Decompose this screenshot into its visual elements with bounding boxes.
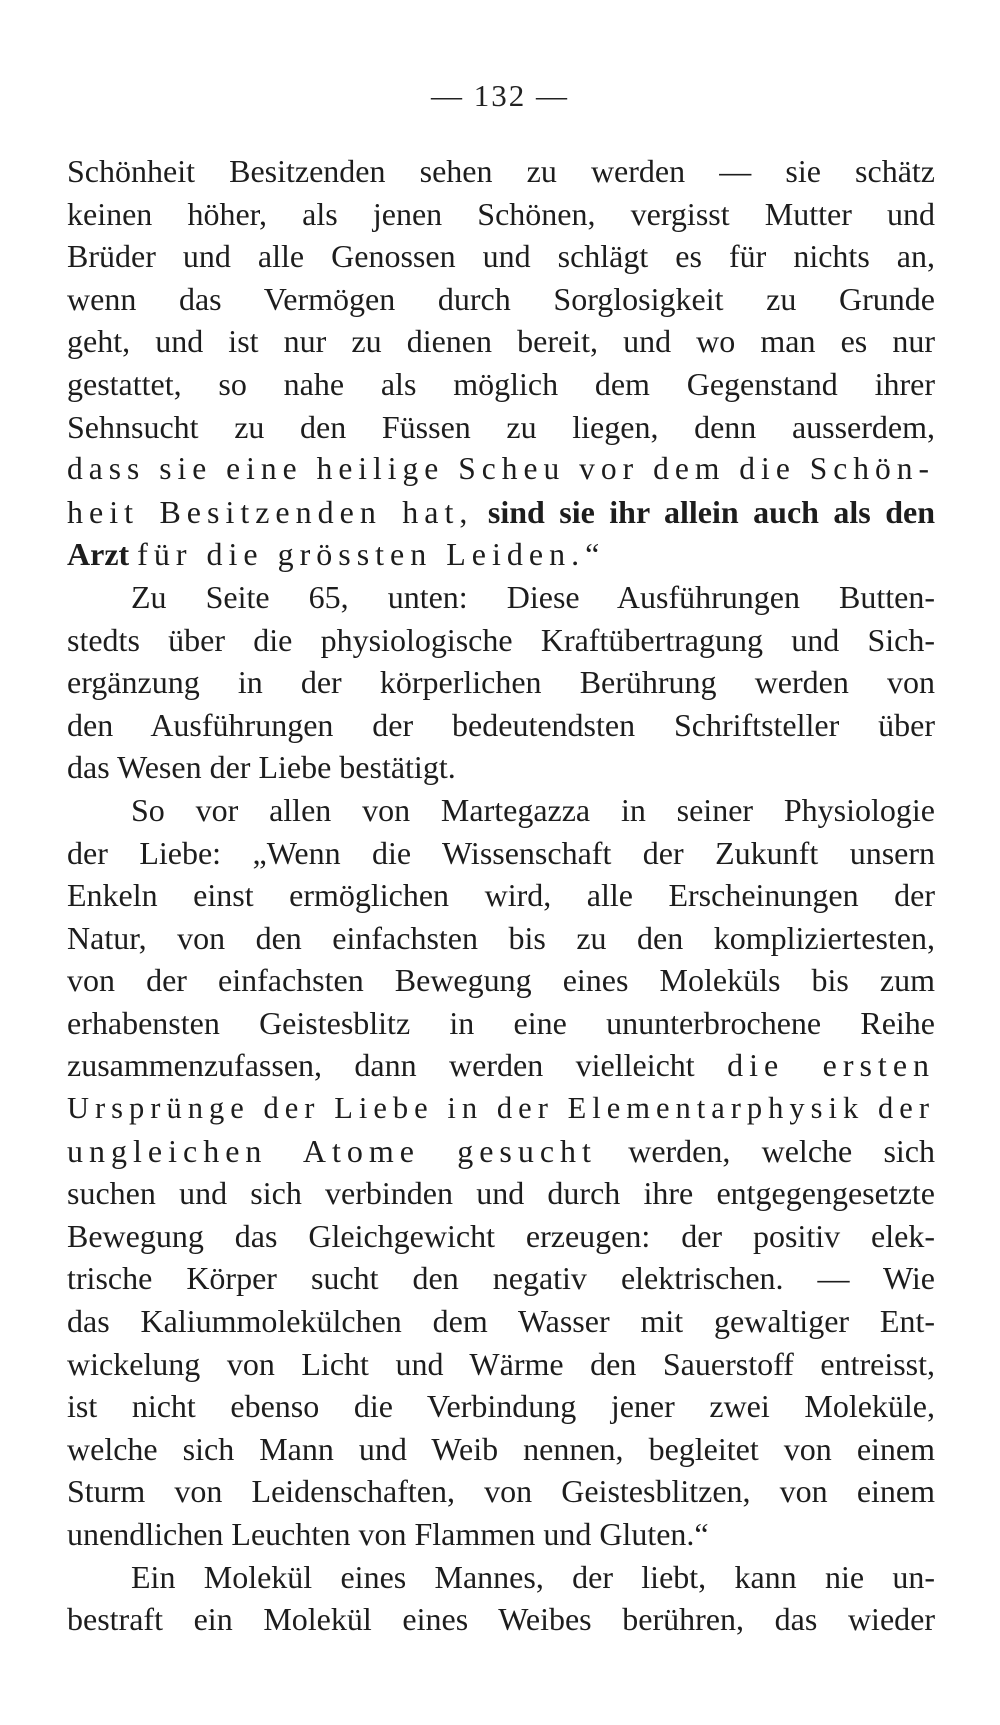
text-line: erhabensten Geistesblitz in eine ununterbrochene Reihe <box>67 1004 935 1041</box>
page-number: — 132 — <box>431 78 569 113</box>
text-line: Zu Seite 65, unten: Diese Ausführungen Butten- <box>131 578 935 615</box>
text-line: von der einfachsten Bewegung eines Moleküls bis zum <box>67 962 935 999</box>
bold-text: Arzt <box>67 536 130 573</box>
text-line: wenn das Vermögen durch Sorglosigkeit zu Grunde <box>67 280 935 317</box>
text-line: Brüder und alle Genossen und schlägt es für nichts an, <box>67 238 935 275</box>
text-line: den Ausführungen der bedeutendsten Schriftsteller über <box>67 706 935 743</box>
text-line: stedts über die physiologische Kraftübertragung und Sich- <box>67 621 935 658</box>
text-line: Bewegung das Gleichgewicht erzeugen: der positiv elek- <box>67 1217 935 1254</box>
text-line: Sturm von Leidenschaften, von Geistesblitzen, von einem <box>67 1473 935 1510</box>
text-line: Ein Molekül eines Mannes, der liebt, kann nie un- <box>131 1558 935 1595</box>
text-line: wickelung von Licht und Wärme den Sauerstoff entreisst, <box>67 1345 935 1382</box>
text-line: suchen und sich verbinden und durch ihre entgegengesetzte <box>67 1175 935 1212</box>
spaced-text: ungleichen Atome gesucht <box>67 1132 597 1169</box>
text-line: keinen höher, als jenen Schönen, vergisst Mutter und <box>67 195 935 232</box>
text-line: das Wesen der Liebe bestätigt. <box>67 749 456 786</box>
text-line-mixed <box>67 1130 935 1173</box>
text-line: So vor allen von Martegazza in seiner Physiologie <box>131 791 935 828</box>
text-line: Ursprünge der Liebe in der Elementarphysik der <box>67 1091 935 1126</box>
text-line: ergänzung in der körperlichen Berührung werden von <box>67 664 935 701</box>
body-text <box>67 150 935 1641</box>
text-line: unendlichen Leuchten von Flammen und Gluten.“ <box>67 1516 709 1552</box>
text-line: geht, und ist nur zu dienen bereit, und wo man es nur <box>67 323 935 360</box>
text-line: Enkeln einst ermöglichen wird, alle Erscheinungen der <box>67 877 935 914</box>
plain-text: werden, welche sich <box>628 1132 936 1169</box>
text-line: Schönheit Besitzenden sehen zu werden — sie schätz <box>67 153 935 189</box>
text-line: Sehnsucht zu den Füssen zu liegen, denn ausserdem, <box>67 408 935 445</box>
bold-text: sind sie ihr allein auch als den <box>487 493 936 530</box>
plain-text: zusammenzufassen, dann werden vielleicht <box>67 1047 695 1084</box>
text-line-mixed <box>67 1044 935 1087</box>
text-line: ist nicht ebenso die Verbindung jener zwei Moleküle, <box>67 1388 935 1425</box>
text-line: Natur, von den einfachsten bis zu den kompliziertesten, <box>67 919 935 956</box>
text-line: welche sich Mann und Weib nennen, begleitet von einem <box>67 1430 935 1467</box>
text-line: dass sie eine heilige Scheu vor dem die Schön- <box>67 451 935 487</box>
text-line-mixed <box>67 491 935 534</box>
text-line: bestraft ein Molekül eines Weibes berühren, das wieder <box>67 1601 935 1638</box>
text-line: der Liebe: „Wenn die Wissenschaft der Zukunft unsern <box>67 834 935 871</box>
text-line-mixed <box>67 533 935 576</box>
spaced-text: heit Besitzenden hat, <box>67 493 474 530</box>
text-line: das Kaliummolekülchen dem Wasser mit gewaltiger Ent- <box>67 1303 935 1340</box>
text-line: trische Körper sucht den negativ elektrischen. — Wie <box>67 1260 935 1297</box>
spaced-text: die ersten <box>727 1047 936 1084</box>
text-line: gestattet, so nahe als möglich dem Gegenstand ihrer <box>67 365 935 402</box>
spaced-text: für die grössten Leiden.“ <box>137 536 606 573</box>
